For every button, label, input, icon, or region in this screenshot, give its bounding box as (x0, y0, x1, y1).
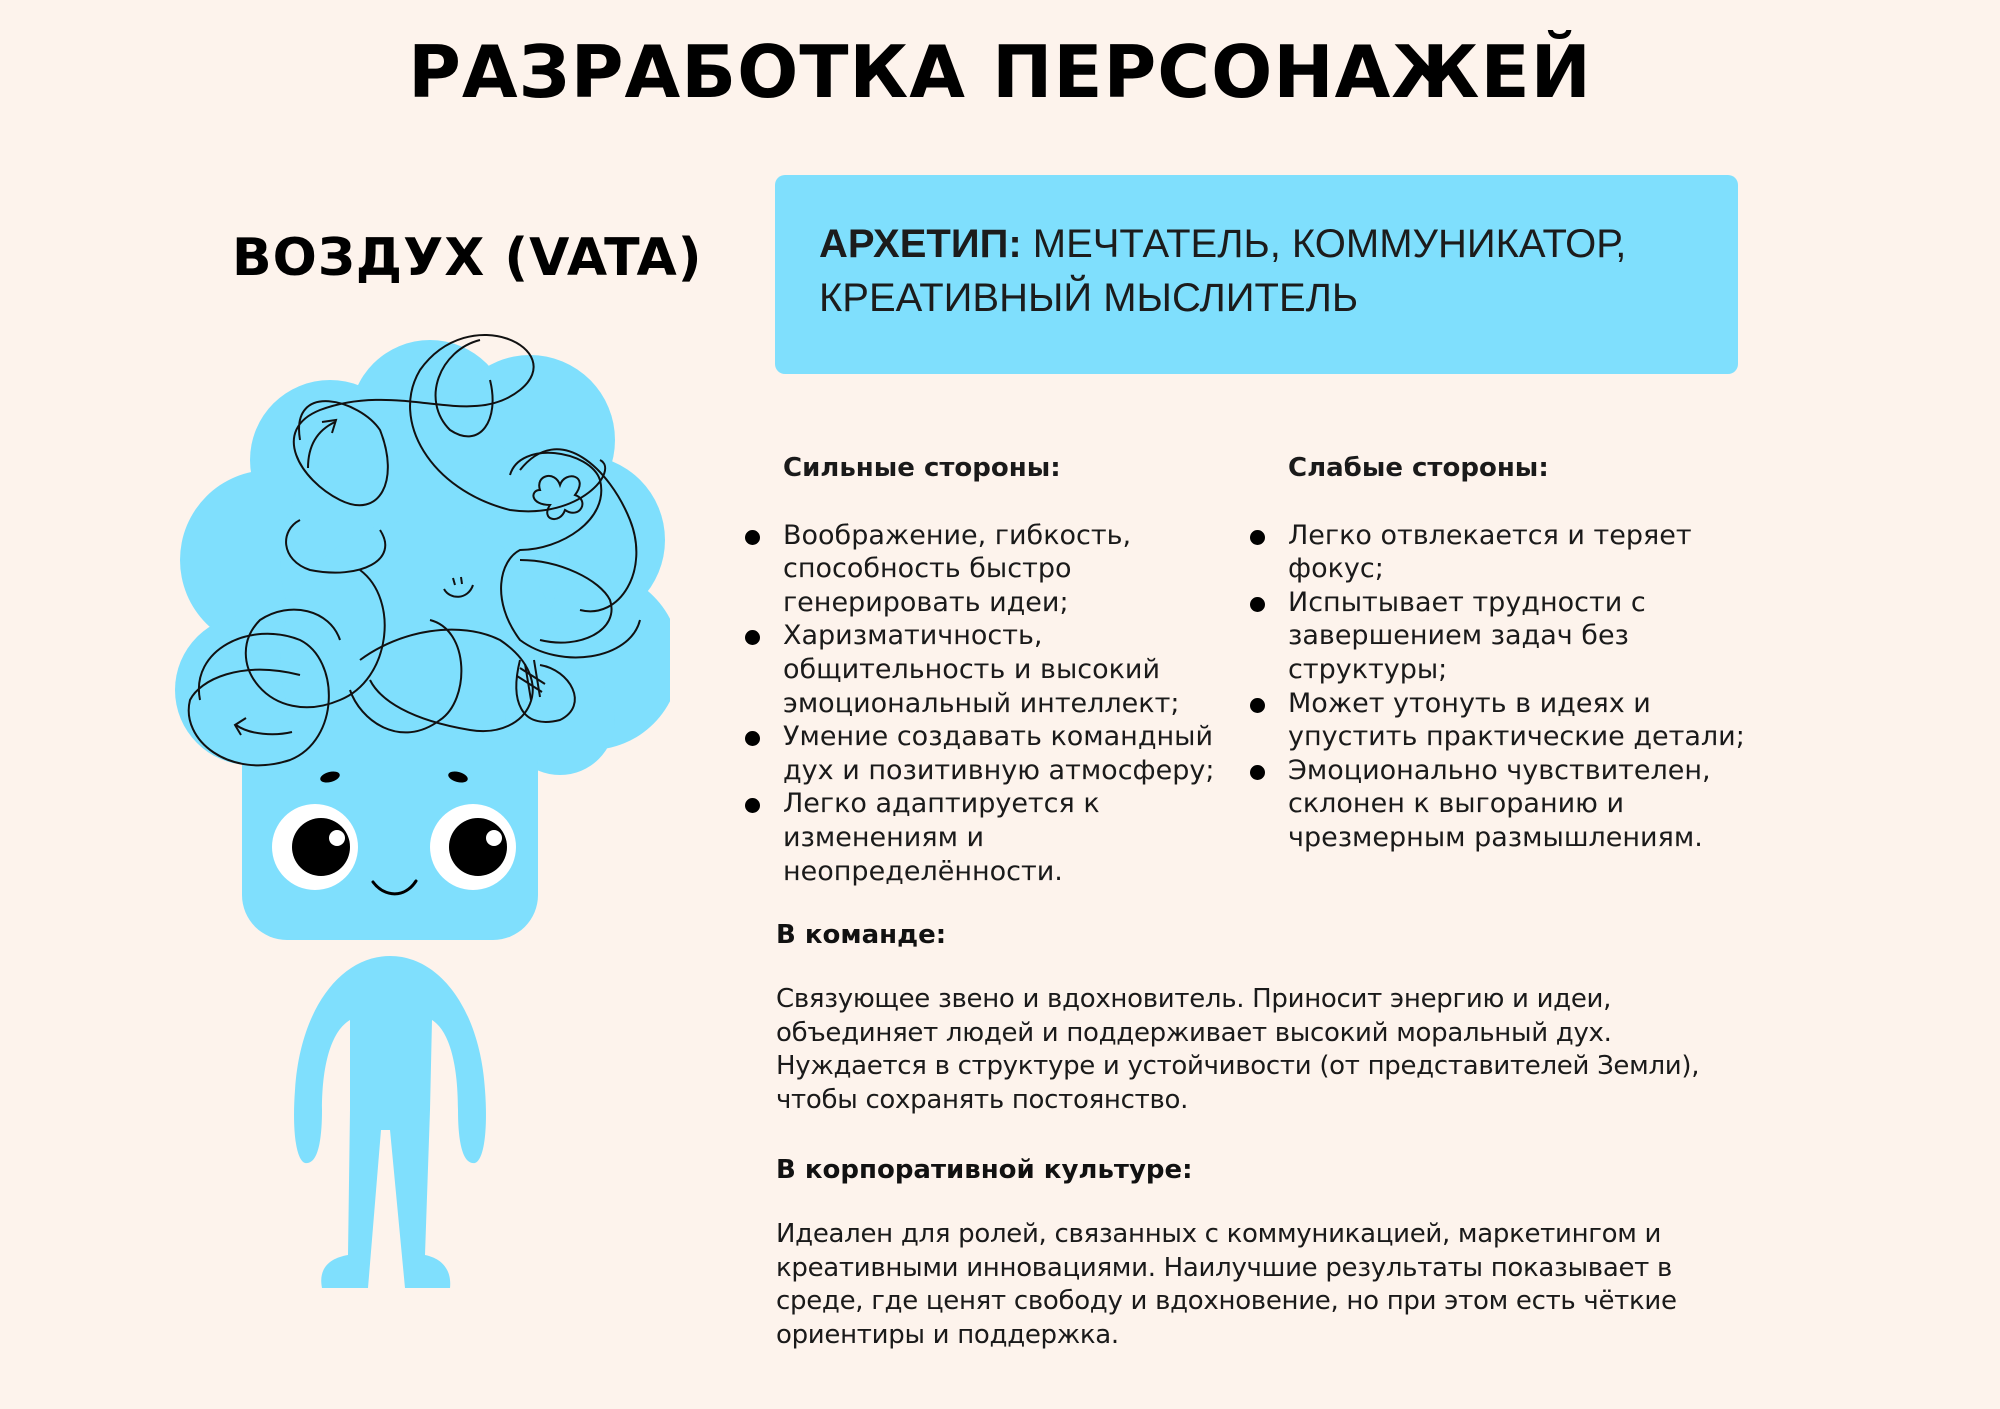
weaknesses-list (1288, 519, 1758, 855)
archetype-label: АРХЕТИП: (819, 222, 1022, 266)
body-shape (294, 956, 486, 1288)
weaknesses-column (1288, 452, 1758, 855)
list-item: Умение создавать командный дух и позитивную атмосферу; (783, 720, 1243, 787)
strengths-heading: Сильные стороны: (783, 453, 1061, 483)
list-item: Воображение, гибкость, способность быстро генерировать идеи; (783, 519, 1243, 620)
character-name: ВОЗДУХ (VATA) (232, 228, 703, 288)
team-section (776, 920, 1766, 1117)
list-item: Может утонуть в идеях и упустить практические детали; (1288, 687, 1758, 754)
list-item: Легко отвлекается и теряет фокус; (1288, 519, 1758, 586)
archetype-value: МЕЧТАТЕЛЬ, КОММУНИКАТОР, КРЕАТИВНЫЙ МЫСЛИТЕЛЬ (819, 222, 1627, 320)
corporate-heading: В корпоративной культуре: (776, 1155, 1193, 1185)
eye-left-icon (272, 804, 358, 890)
corporate-text: Идеален для ролей, связанных с коммуникацией, маркетингом и креативными инновациями. Наилучшие результаты показывает в среде, где ценят свободу и вдохновение, но при этом есть чёткие ориентиры и поддержка. (776, 1219, 1677, 1350)
strengths-column (783, 452, 1243, 888)
eye-right-icon (430, 804, 516, 890)
list-item: Харизматичность, общительность и высокий эмоциональный интеллект; (783, 619, 1243, 720)
archetype-box (775, 175, 1738, 374)
corporate-section (776, 1155, 1766, 1352)
weaknesses-heading: Слабые стороны: (1288, 453, 1549, 483)
list-item: Легко адаптируется к изменениям и неопределённости. (783, 787, 1243, 888)
team-text: Связующее звено и вдохновитель. Приносит энергию и идеи, объединяет людей и поддерживает высокий моральный дух. Нуждается в структуре и устойчивости (от представителей Земли), чтобы сохранять постоянство. (776, 984, 1700, 1115)
team-heading: В команде: (776, 920, 947, 950)
air-character-illustration (170, 330, 670, 1310)
strengths-list (783, 519, 1243, 889)
list-item: Эмоционально чувствителен, склонен к выгоранию и чрезмерным размышлениям. (1288, 754, 1758, 855)
page-title: РАЗРАБОТКА ПЕРСОНАЖЕЙ (408, 30, 1592, 114)
list-item: Испытывает трудности с завершением задач без структуры; (1288, 586, 1758, 687)
